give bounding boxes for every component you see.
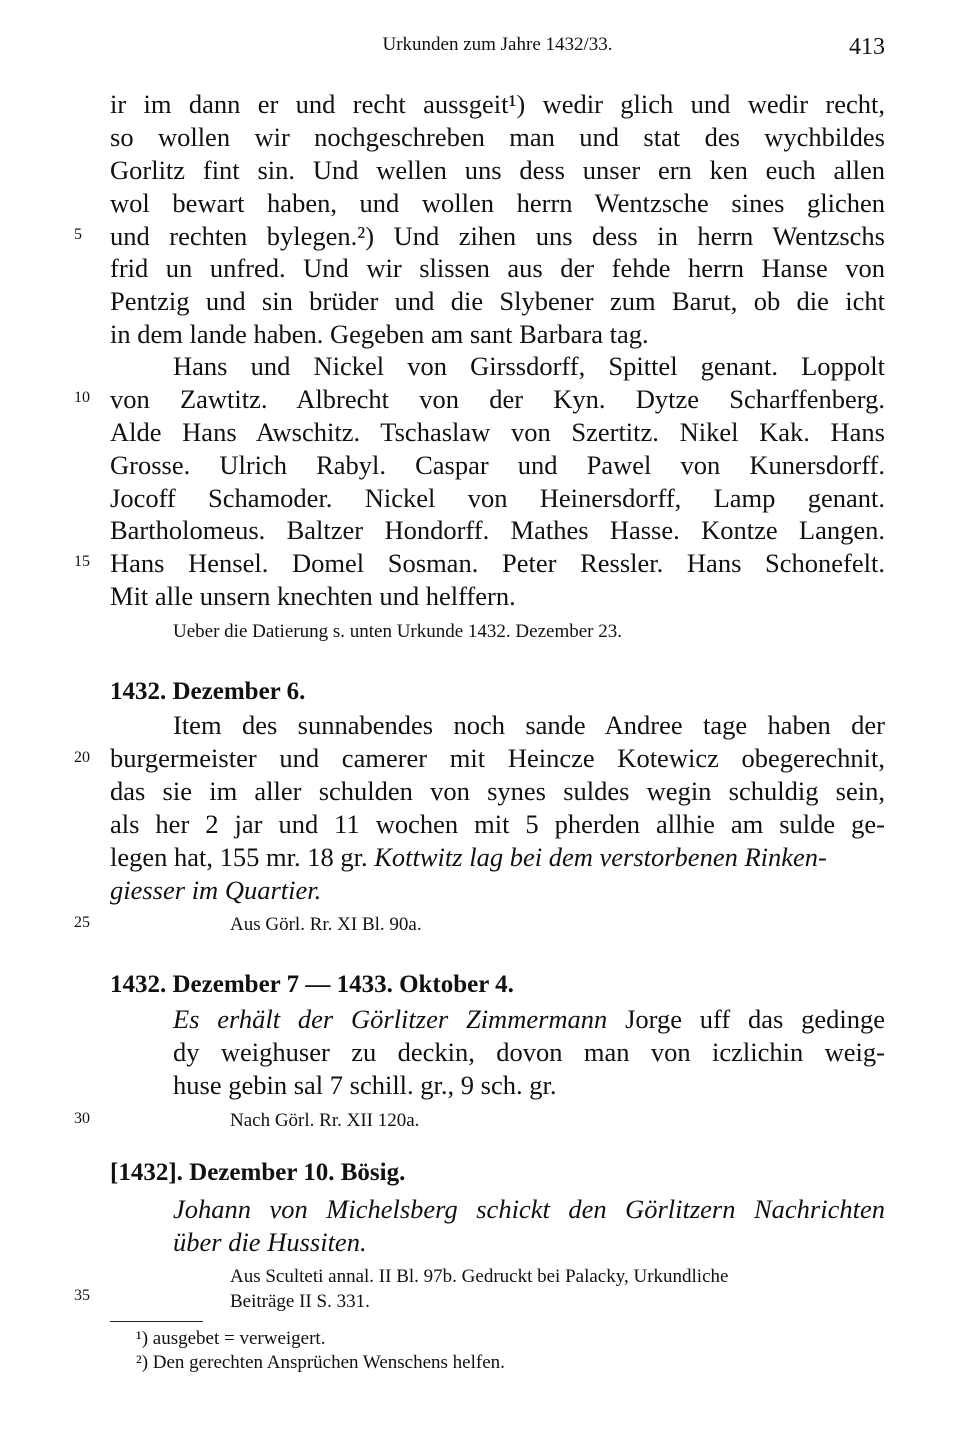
text-line: dy weighuser zu deckin, dovon man von iczlichin weig-: [173, 1037, 885, 1067]
running-title: Urkunden zum Jahre 1432/33.: [382, 34, 613, 55]
text-line: [110, 841, 885, 873]
text-line: [173, 1003, 885, 1035]
line-number: 10: [74, 389, 90, 406]
text-line: Mit alle unsern knechten und helffern.: [110, 581, 516, 611]
entry-heading: 1432. Dezember 7 — 1433. Oktober 4.: [110, 971, 514, 998]
text-line: Hans und Nickel von Girssdorff, Spittel genant. Loppolt: [173, 351, 885, 381]
text-line: und rechten bylegen.²) Und zihen uns dess in herrn Wentzschs: [110, 221, 885, 251]
italic-note: Kottwitz lag bei dem verstorbenen Rinken-: [374, 842, 827, 872]
footnote: ¹) ausgebet = verweigert.: [136, 1328, 326, 1349]
line-number: 25: [74, 914, 90, 931]
italic-note: Es erhält der Görlitzer Zimmermann: [173, 1004, 608, 1034]
footnote: ²) Den gerechten Ansprüchen Wenschens helfen.: [136, 1352, 505, 1373]
page-header: [110, 34, 885, 64]
source-citation: Beiträge II S. 331.: [230, 1291, 370, 1312]
line-number: 35: [74, 1287, 90, 1304]
text-segment: legen hat, 155 mr. 18 gr.: [110, 842, 368, 872]
entry-heading: [1432]. Dezember 10. Bösig.: [110, 1159, 406, 1186]
line-number: 5: [74, 226, 82, 243]
italic-note: giesser im Quartier.: [110, 875, 322, 905]
text-line: so wollen wir nochgeschreben man und stat des wychbildes: [110, 122, 885, 152]
dating-note: Ueber die Datierung s. unten Urkunde 1432. Dezember 23.: [173, 621, 622, 642]
text-line: ir im dann er und recht aussgeit¹) wedir glich und wedir recht,: [110, 89, 885, 119]
text-line: Hans Hensel. Domel Sosman. Peter Ressler. Hans Schonefelt.: [110, 548, 885, 578]
text-segment: Jorge uff das gedinge: [625, 1004, 885, 1034]
source-citation: Nach Görl. Rr. XII 120a.: [230, 1110, 420, 1131]
line-number: 30: [74, 1110, 90, 1127]
line-number: 20: [74, 749, 90, 766]
text-line: das sie im aller schulden von synes suldes wegin schuldig sein,: [110, 776, 885, 806]
text-line: burgermeister und camerer mit Heincze Kotewicz obegerechnit,: [110, 743, 885, 773]
text-line: wol bewart haben, und wollen herrn Wentzsche sines glichen: [110, 188, 885, 218]
text-line: Gorlitz fint sin. Und wellen uns dess unser ern ken euch allen: [110, 155, 885, 185]
entry-heading: 1432. Dezember 6.: [110, 678, 306, 705]
text-line: Alde Hans Awschitz. Tschaslaw von Szertitz. Nikel Kak. Hans: [110, 417, 885, 447]
text-line: als her 2 jar und 11 wochen mit 5 pherden allhie am sulde ge-: [110, 809, 885, 839]
text-line: Jocoff Schamoder. Nickel von Heinersdorff, Lamp genant.: [110, 483, 885, 513]
source-citation: Aus Görl. Rr. XI Bl. 90a.: [230, 914, 422, 935]
source-citation: Aus Sculteti annal. II Bl. 97b. Gedruckt bei Palacky, Urkundliche: [230, 1266, 729, 1287]
italic-note: über die Hussiten.: [173, 1227, 367, 1257]
page-number: 413: [849, 34, 885, 60]
text-line: von Zawtitz. Albrecht von der Kyn. Dytze Scharffenberg.: [110, 384, 885, 414]
italic-note: Johann von Michelsberg schickt den Görlitzern Nachrichten: [173, 1194, 885, 1224]
line-number: 15: [74, 553, 90, 570]
text-line: Item des sunnabendes noch sande Andree tage haben der: [173, 710, 885, 740]
text-line: Pentzig und sin brüder und die Slybener zum Barut, ob die icht: [110, 286, 885, 316]
footnote-rule: [110, 1321, 203, 1322]
text-line: in dem lande haben. Gegeben am sant Barbara tag.: [110, 319, 649, 349]
text-line: Grosse. Ulrich Rabyl. Caspar und Pawel von Kunersdorff.: [110, 450, 885, 480]
text-line: frid un unfred. Und wir slissen aus der fehde herrn Hanse von: [110, 253, 885, 283]
text-line: huse gebin sal 7 schill. gr., 9 sch. gr.: [173, 1070, 557, 1100]
text-line: Bartholomeus. Baltzer Hondorff. Mathes Hasse. Kontze Langen.: [110, 515, 885, 545]
